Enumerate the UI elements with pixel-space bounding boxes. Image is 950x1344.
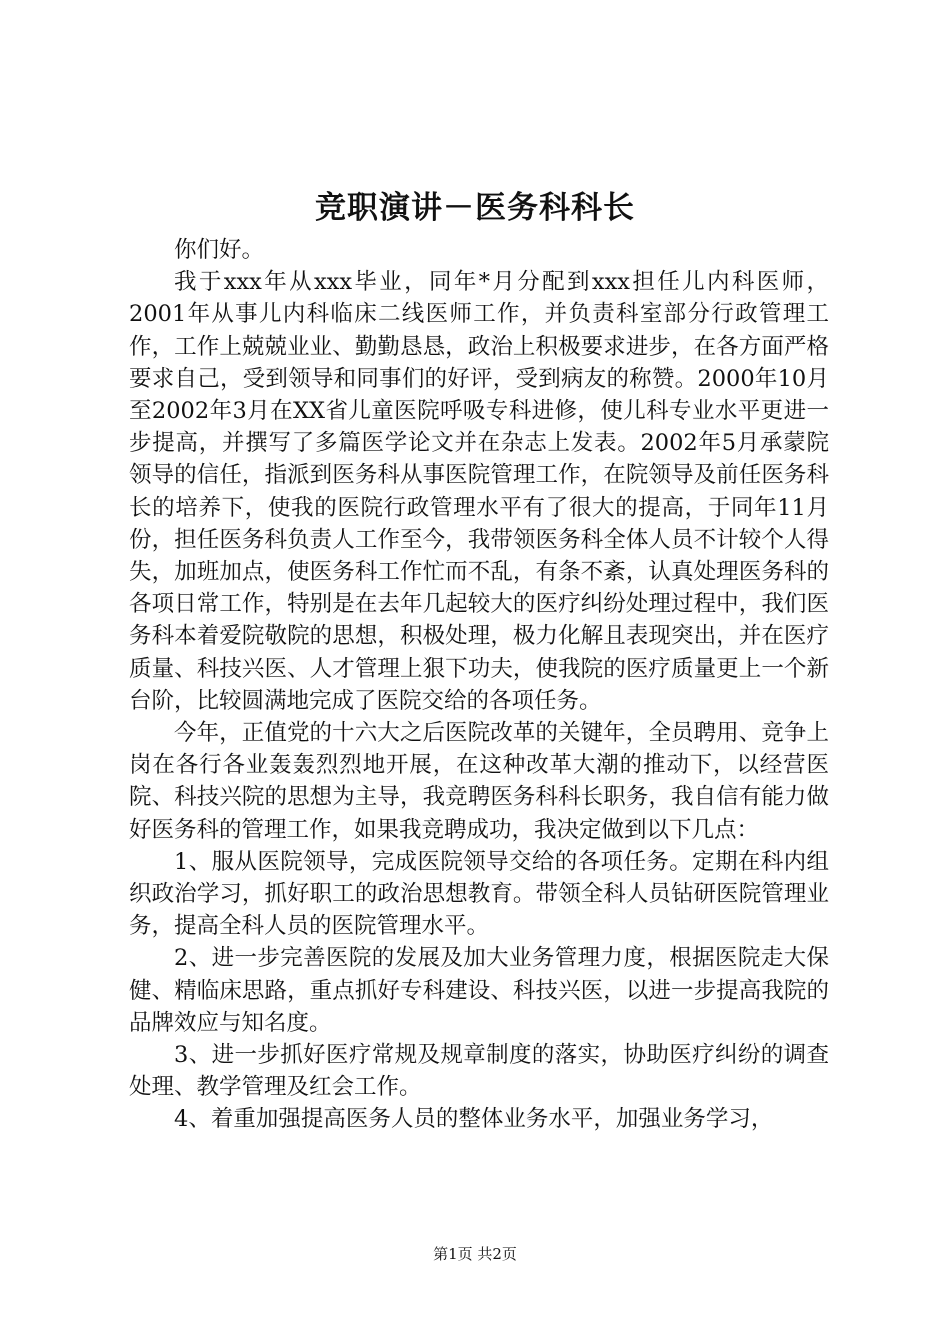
document-body bbox=[129, 234, 829, 1136]
page-number-footer: 第1页 共2页 bbox=[433, 1245, 517, 1263]
paragraph-motivation: 今年，正值党的十六大之后医院改革的关键年，全员聘用、竞争上岗在各行各业轰轰烈烈地开展，在这种改革大潮的推动下，以经营医院、科技兴院的思想为主导，我竞聘医务科科长职务，我自信有能力做好医务科的管理工作，如果我竞聘成功，我决定做到以下几点： bbox=[129, 720, 829, 843]
paragraph-greeting: 你们好。 bbox=[174, 237, 265, 263]
paragraph-point-2: 2、进一步完善医院的发展及加大业务管理力度，根据医院走大保健、精临床思路，重点抓好专科建设、科技兴医，以进一步提高我院的品牌效应与知名度。 bbox=[129, 945, 829, 1036]
paragraph-point-4: 4、着重加强提高医务人员的整体业务水平，加强业务学习， bbox=[174, 1106, 774, 1133]
paragraph-background: 我于xxx年从xxx毕业，同年*月分配到xxx担任儿内科医师，2001年从事儿内科临床二线医师工作，并负责科室部分行政管理工作，工作上兢兢业业、勤勤恳恳，政治上积极要求进步，在各方面严格要求自己，受到领导和同事们的好评，受到病友的称赞。2000年10月至2002年3月在XX省儿童医院呼吸专科进修，使儿科专业水平更进一步提高，并撰写了多篇医学论文并在杂志上发表。2002年5月承蒙院领导的信任，指派到医务科从事医院管理工作，在院领导及前任医务科长的培养下，使我的医院行政管理水平有了很大的提高，于同年11月份，担任医务科负责人工作至今，我带领医务科全体人员不计较个人得失，加班加点，使医务科工作忙而不乱，有条不紊，认真处理医务科的各项日常工作，特别是在去年几起较大的医疗纠纷处理过程中，我们医务科本着爱院敬院的思想，积极处理，极力化解且表现突出，并在医疗质量、科技兴医、人才管理上狠下功夫，使我院的医疗质量更上一个新台阶，比较圆满地完成了医院交给的各项任务。 bbox=[129, 269, 829, 714]
document-title: 竞职演讲－医务科科长 bbox=[315, 190, 635, 226]
paragraph-point-3: 3、进一步抓好医疗常规及规章制度的落实，协助医疗纠纷的调查处理、教学管理及红会工作。 bbox=[129, 1042, 829, 1101]
paragraph-point-1: 1、服从医院领导，完成医院领导交给的各项任务。定期在科内组织政治学习，抓好职工的政治思想教育。带领全科人员钻研医院管理业务，提高全科人员的医院管理水平。 bbox=[129, 848, 829, 940]
